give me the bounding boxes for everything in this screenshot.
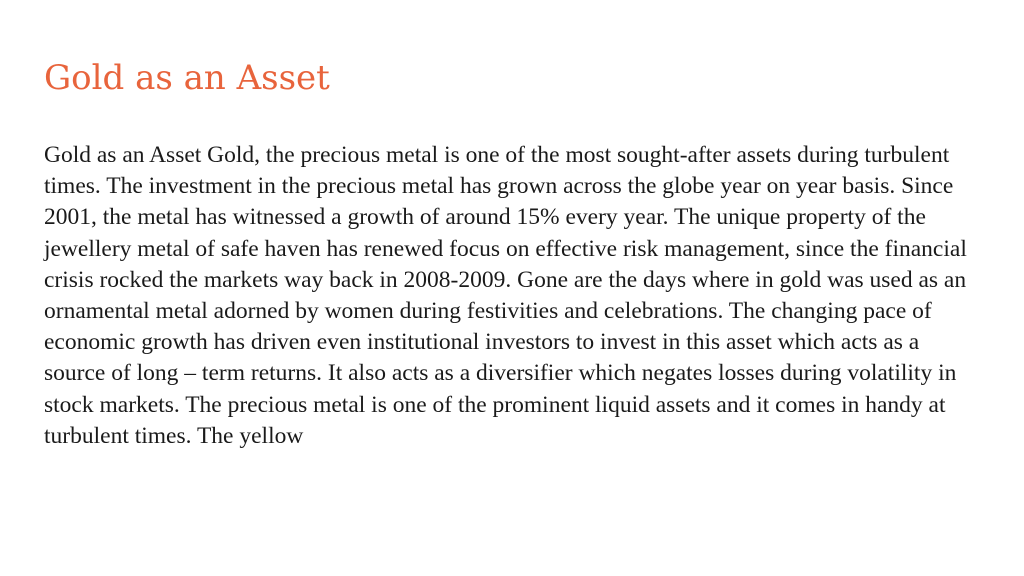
slide-title: Gold as an Asset bbox=[44, 58, 330, 98]
slide-body-text: Gold as an Asset Gold, the precious metal is one of the most sought-after assets during turbulent times. The investment in the precious metal has grown across the globe year on year basis. Since 2001, the metal has witnessed a growth of around 15% every year. The unique property of the jewellery metal of safe haven has renewed focus on effective risk management, since the financial crisis rocked the markets way back in 2008-2009. Gone are the days where in gold was used as an ornamental metal adorned by women during festivities and celebrations. The changing pace of economic growth has driven even institutional investors to invest in this asset which acts as a source of long – term returns. It also acts as a diversifier which negates losses during volatility in stock markets. The precious metal is one of the prominent liquid assets and it comes in handy at turbulent times. The yellow bbox=[44, 142, 967, 449]
